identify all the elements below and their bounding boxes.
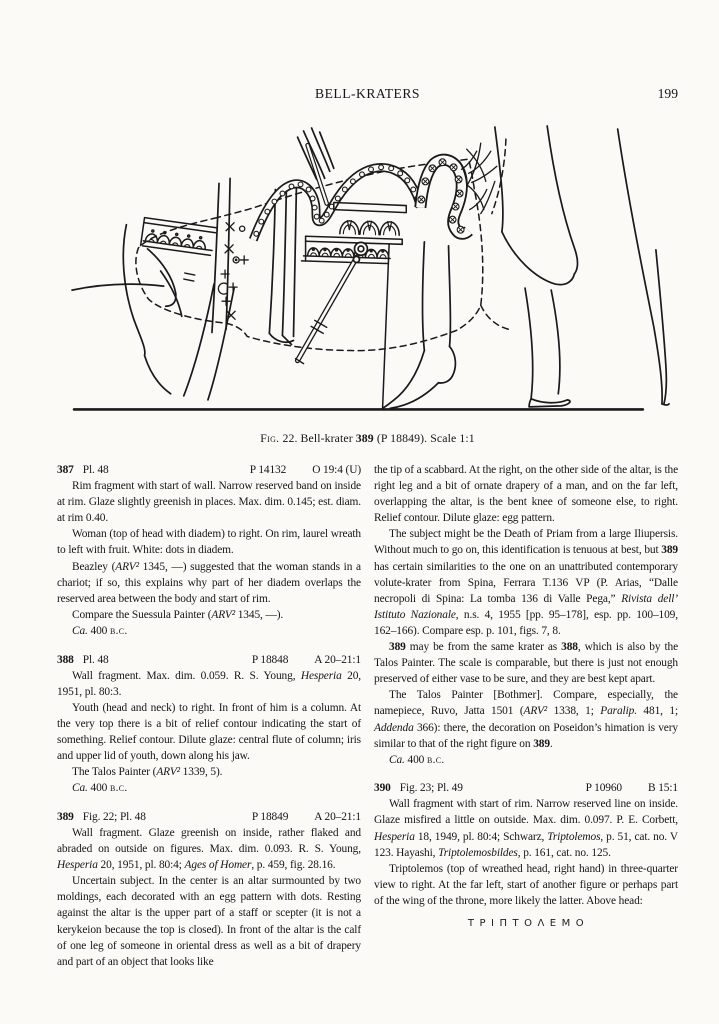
text-segment: Youth (head and neck) to right. In front of him is a column. At the very top there is a bit of relief contour indicating the start of something. Relief contour. Dilute glaze: central flute of column; iris and upper lid of youth, down along his jaw. [57,701,361,763]
text-segment: 389 [533,737,550,750]
text-segment: b.c. [109,782,128,795]
paragraph [57,668,361,700]
text-segment: Ca. [72,782,88,795]
text-segment: . [549,737,553,750]
cross-marked-band [417,159,468,234]
paragraph [57,873,361,970]
text-segment: Triptolemos (top of wreathed head, right hand) in three-quarter view to right. At the far left, start of another figure or perhaps part of the wing of the throne, more likely the latter. Above head: [374,862,678,907]
entry-header-387 [57,462,361,478]
paragraph [57,780,361,796]
entry-inventory-number: P 10960 [585,782,623,795]
text-segment: (P 18849). Scale 1:1 [373,431,475,445]
paragraph [57,526,361,558]
text-segment: has certain similarities to the one on an unattributed contemporary volute-krater from Spina, Ferrara T.136 VP (P. Arias, “Dalle necropoli di Spina: La tomba 136 di Valle Pega,” [374,560,678,605]
text-segment: Uncertain subject. In the center is an altar surmounted by two moldings, each decorated with an egg pattern with dots. Resting against the altar is the upper part of a staff or scepter (it is not a kerykeion because the top is closed). In front of the altar is the calf of one leg of someone in oriental dress as well as a bit of drapery and part of an object that looks like [57,875,361,968]
text-segment: may be from the same krater as [405,641,562,654]
text-segment: ARV² [523,705,548,718]
text-segment: Triptolemosbildes [438,846,518,859]
text-segment: 22. Bell-krater [279,431,356,445]
text-segment: Compare the Suessula Painter ( [72,608,212,621]
altar [301,203,406,408]
left-column [57,462,361,970]
greek-inscription: ΤΡΙΠΤΟΛΕΜΟ [467,918,590,930]
entry-header-388 [57,652,361,668]
text-segment: 400 [404,753,427,766]
paragraph [374,462,678,526]
figure-caption [57,431,678,446]
text-segment: b.c. [109,624,128,637]
paragraph [374,687,678,751]
paragraph [374,752,678,768]
text-segment: b.c. [426,753,445,766]
text-segment: 20, 1951, pl. 80:4; [97,859,185,872]
text-segment: Hesperia [374,830,415,843]
paragraph [374,639,678,687]
paragraph [57,700,361,764]
figure-22 [57,121,678,446]
text-segment: 1345, —). [235,608,284,621]
entry-header-390 [374,780,678,796]
running-title: BELL-KRATERS [315,86,420,101]
text-segment: 389 [355,431,374,445]
paragraph [57,607,361,623]
text-segment: Wall fragment. Max. dim. 0.059. R. S. Young, [72,669,301,682]
text-segment: 400 [87,624,110,637]
text-segment: Ca. [72,624,88,637]
text-segment: Rim fragment with start of wall. Narrow reserved band on inside at rim. Glaze slightly greenish in places. Max. dim. 0.145; est. diam. at rim 0.40. [57,480,361,525]
text-segment: , n.s. 4, 1955 [pp. 95–178], esp. pp. 100–109, 162–166). Compare esp. p. 101, figs. 7, 8. [374,608,678,637]
text-segment: ARV² [115,560,139,573]
text-segment: 400 [87,782,110,795]
bell-krater-line-drawing [66,121,670,423]
entry-deposit-grid: A 20–21:1 [314,810,361,823]
paragraph [57,478,361,526]
text-segment: 1338, 1; [547,705,601,718]
entry-number: 389 [57,810,74,823]
text-segment: Wall fragment with start of rim. Narrow reserved line on inside. Glaze misfired a little on outside. Max. dim. 0.097. P. E. Corbett, [374,798,678,827]
surface-marks [218,223,248,320]
text-segment: The subject might be the Death of Priam from a large Iliupersis. Without much to go on, this identification is tenuous at best, but [374,528,678,557]
right-figure-leg [494,126,577,407]
text-segment: , p. 459, fig. 28.16. [251,859,336,872]
text-segment: Woman (top of head with diadem) to right. On rim, laurel wreath to left with fruit. White: dots in diadem. [57,528,361,557]
text-segment: ARV² [156,766,180,779]
entry-plate-refs: Fig. 22; Pl. 48 [82,810,146,823]
paragraph [374,796,678,860]
text-segment: 18, 1949, pl. 80:4; Schwarz, [414,830,548,843]
entry-inventory-number: P 18849 [251,810,289,823]
text-segment: Wall fragment. Glaze greenish on inside, rather flaked and abraded on outside on figures. Max. dim. 0.093. R. S. Young, [57,826,361,856]
text-segment: Beazley ( [72,560,116,573]
text-segment: The Talos Painter [Bothmer]. Compare, especially, the namepiece, Ruvo, Jatta 1501 ( [374,689,678,718]
text-segment: Triptolemos [547,830,601,843]
paragraph [57,623,361,639]
text-segment: 481, 1; [636,705,678,718]
text-segment: 1339, 5). [179,766,223,779]
text-segment: 20, 1951, pl. 80:3. [57,669,361,698]
entry-header-389 [57,809,361,825]
text-segment: Fig. [260,431,280,445]
paragraph [57,764,361,780]
text-segment: Ca. [389,753,405,766]
text-segment: 1345, —) suggested that the woman stands in a chariot; if so, this explains why part of her diadem overlaps the reserved area between the body and start of rim. [57,560,361,605]
text-segment: the tip of a scabbard. At the right, on the other side of the altar, is the right leg and a bit of ornate drapery of a man, and on the far left, overlapping the altar, is the bent knee of someone else, to right. Relief contour. Dilute glaze: egg pattern. [374,464,679,525]
text-segment: The Talos Painter ( [72,766,157,779]
text-segment: Paralip. [600,705,637,718]
text-segment: , p. 161, cat. no. 125. [517,846,611,859]
entry-inventory-number: P 18848 [251,653,289,666]
paragraph [57,559,361,607]
text-segment: 389 [389,641,406,654]
text-segment: Hesperia [57,859,98,872]
far-right-leg [617,129,668,405]
text-segment: Addenda [374,721,414,734]
text-segment: 389 [661,544,678,557]
paragraph [57,825,361,873]
entry-deposit-grid: A 20–21:1 [314,653,361,666]
page-number: 199 [657,86,678,101]
entry-number: 387 [57,464,74,476]
left-figure-knee [72,225,234,400]
paragraph [374,526,678,639]
entry-plate-refs: Pl. 48 [82,464,109,476]
entry-number: 390 [374,782,391,795]
text-segment: ARV² [211,608,235,621]
text-segment: Rivista dell’ Istituto Nazionale [374,592,678,621]
tiptoe-leg [383,242,455,409]
text-segment: , which is also by the Talos Painter. The scale is comparable, but there is just not enough preserved of either vase to be sure, and they are best kept apart. [374,641,678,686]
text-segment: Hesperia [300,669,342,682]
text-segment: , p. 51, cat. no. V 123. Hayashi, [374,830,678,859]
text-segment: 388 [561,641,578,654]
text-segment: Ages of Homer [184,859,252,872]
text-segment: 366): there, the decoration on Poseidon’s himation is very similar to that of the right figure on [374,721,678,750]
entry-inventory-number: P 14132 [249,464,287,476]
paragraph [374,861,678,909]
entry-deposit-grid: O 19:4 (U) [312,464,361,476]
left-egg-molding [140,218,216,256]
entry-deposit-grid: B 15:1 [648,782,678,795]
entry-number: 388 [57,653,74,666]
entry-plate-refs: Pl. 48 [82,653,109,666]
entry-plate-refs: Fig. 23; Pl. 49 [399,782,463,795]
right-column [374,462,678,970]
text-columns [57,462,678,970]
running-head [57,86,678,104]
